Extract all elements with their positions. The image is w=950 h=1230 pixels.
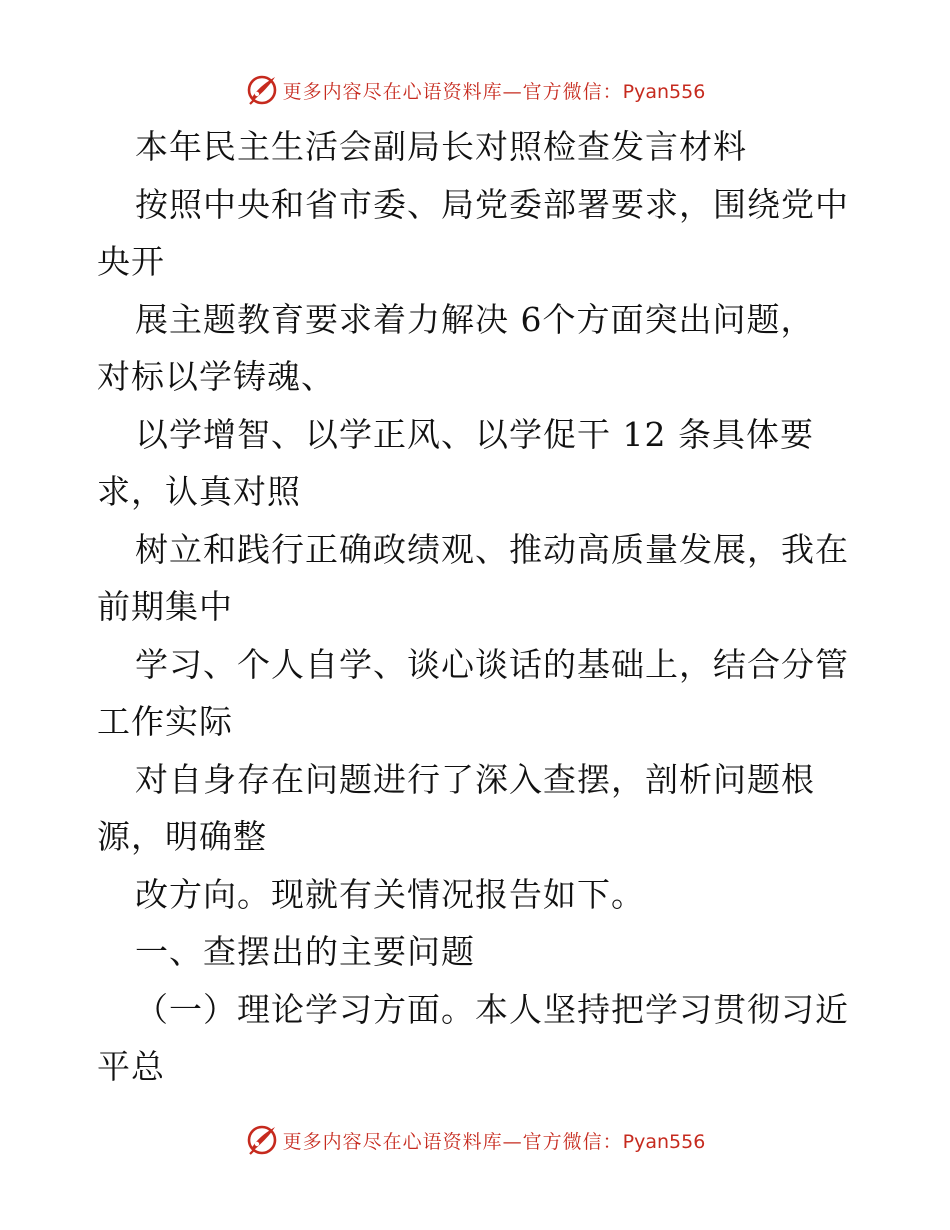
paragraph-line: 工作实际: [97, 702, 233, 741]
document-body: [97, 118, 857, 1096]
paragraph-line: 央开: [97, 242, 165, 281]
paragraph-line: 前期集中: [97, 587, 233, 626]
subsection-heading-line: （一）理论学习方面。本人坚持把学习贯彻习近: [135, 989, 849, 1029]
section-heading: 一、查摆出的主要问题: [135, 932, 475, 971]
watermark-text: 更多内容尽在心语资料库—官方微信：Pyan556: [282, 1130, 706, 1153]
paragraph-line: 对自身存在问题进行了深入查摆，剖析问题根: [135, 759, 815, 799]
paragraph-line: 按照中央和省市委、局党委部署要求，围绕党中: [135, 184, 849, 224]
paragraph-line: 源，明确整: [97, 817, 267, 856]
document-title: 本年民主生活会副局长对照检查发言材料: [135, 127, 747, 166]
paragraph-line: 以学增智、以学正风、以学促干 12 条具体要: [135, 414, 814, 454]
paragraph-line: 树立和践行正确政绩观、推动高质量发展，我在: [135, 529, 849, 569]
footer-watermark: [0, 1120, 950, 1160]
paragraph-line: 求，认真对照: [97, 472, 301, 511]
header-watermark: [0, 70, 950, 110]
paragraph-line: 对标以学铸魂、: [97, 357, 335, 396]
quill-pen-logo-icon: [245, 1123, 279, 1157]
paragraph-line: 展主题教育要求着力解决 6个方面突出问题，: [135, 299, 815, 339]
paragraph-line: 学习、个人自学、谈心谈话的基础上，结合分管: [135, 644, 849, 684]
paragraph-line: 改方向。现就有关情况报告如下。: [135, 874, 645, 914]
watermark-text: 更多内容尽在心语资料库—官方微信：Pyan556: [282, 80, 706, 103]
paragraph-line: 平总: [97, 1047, 165, 1086]
quill-pen-logo-icon: [245, 73, 279, 107]
